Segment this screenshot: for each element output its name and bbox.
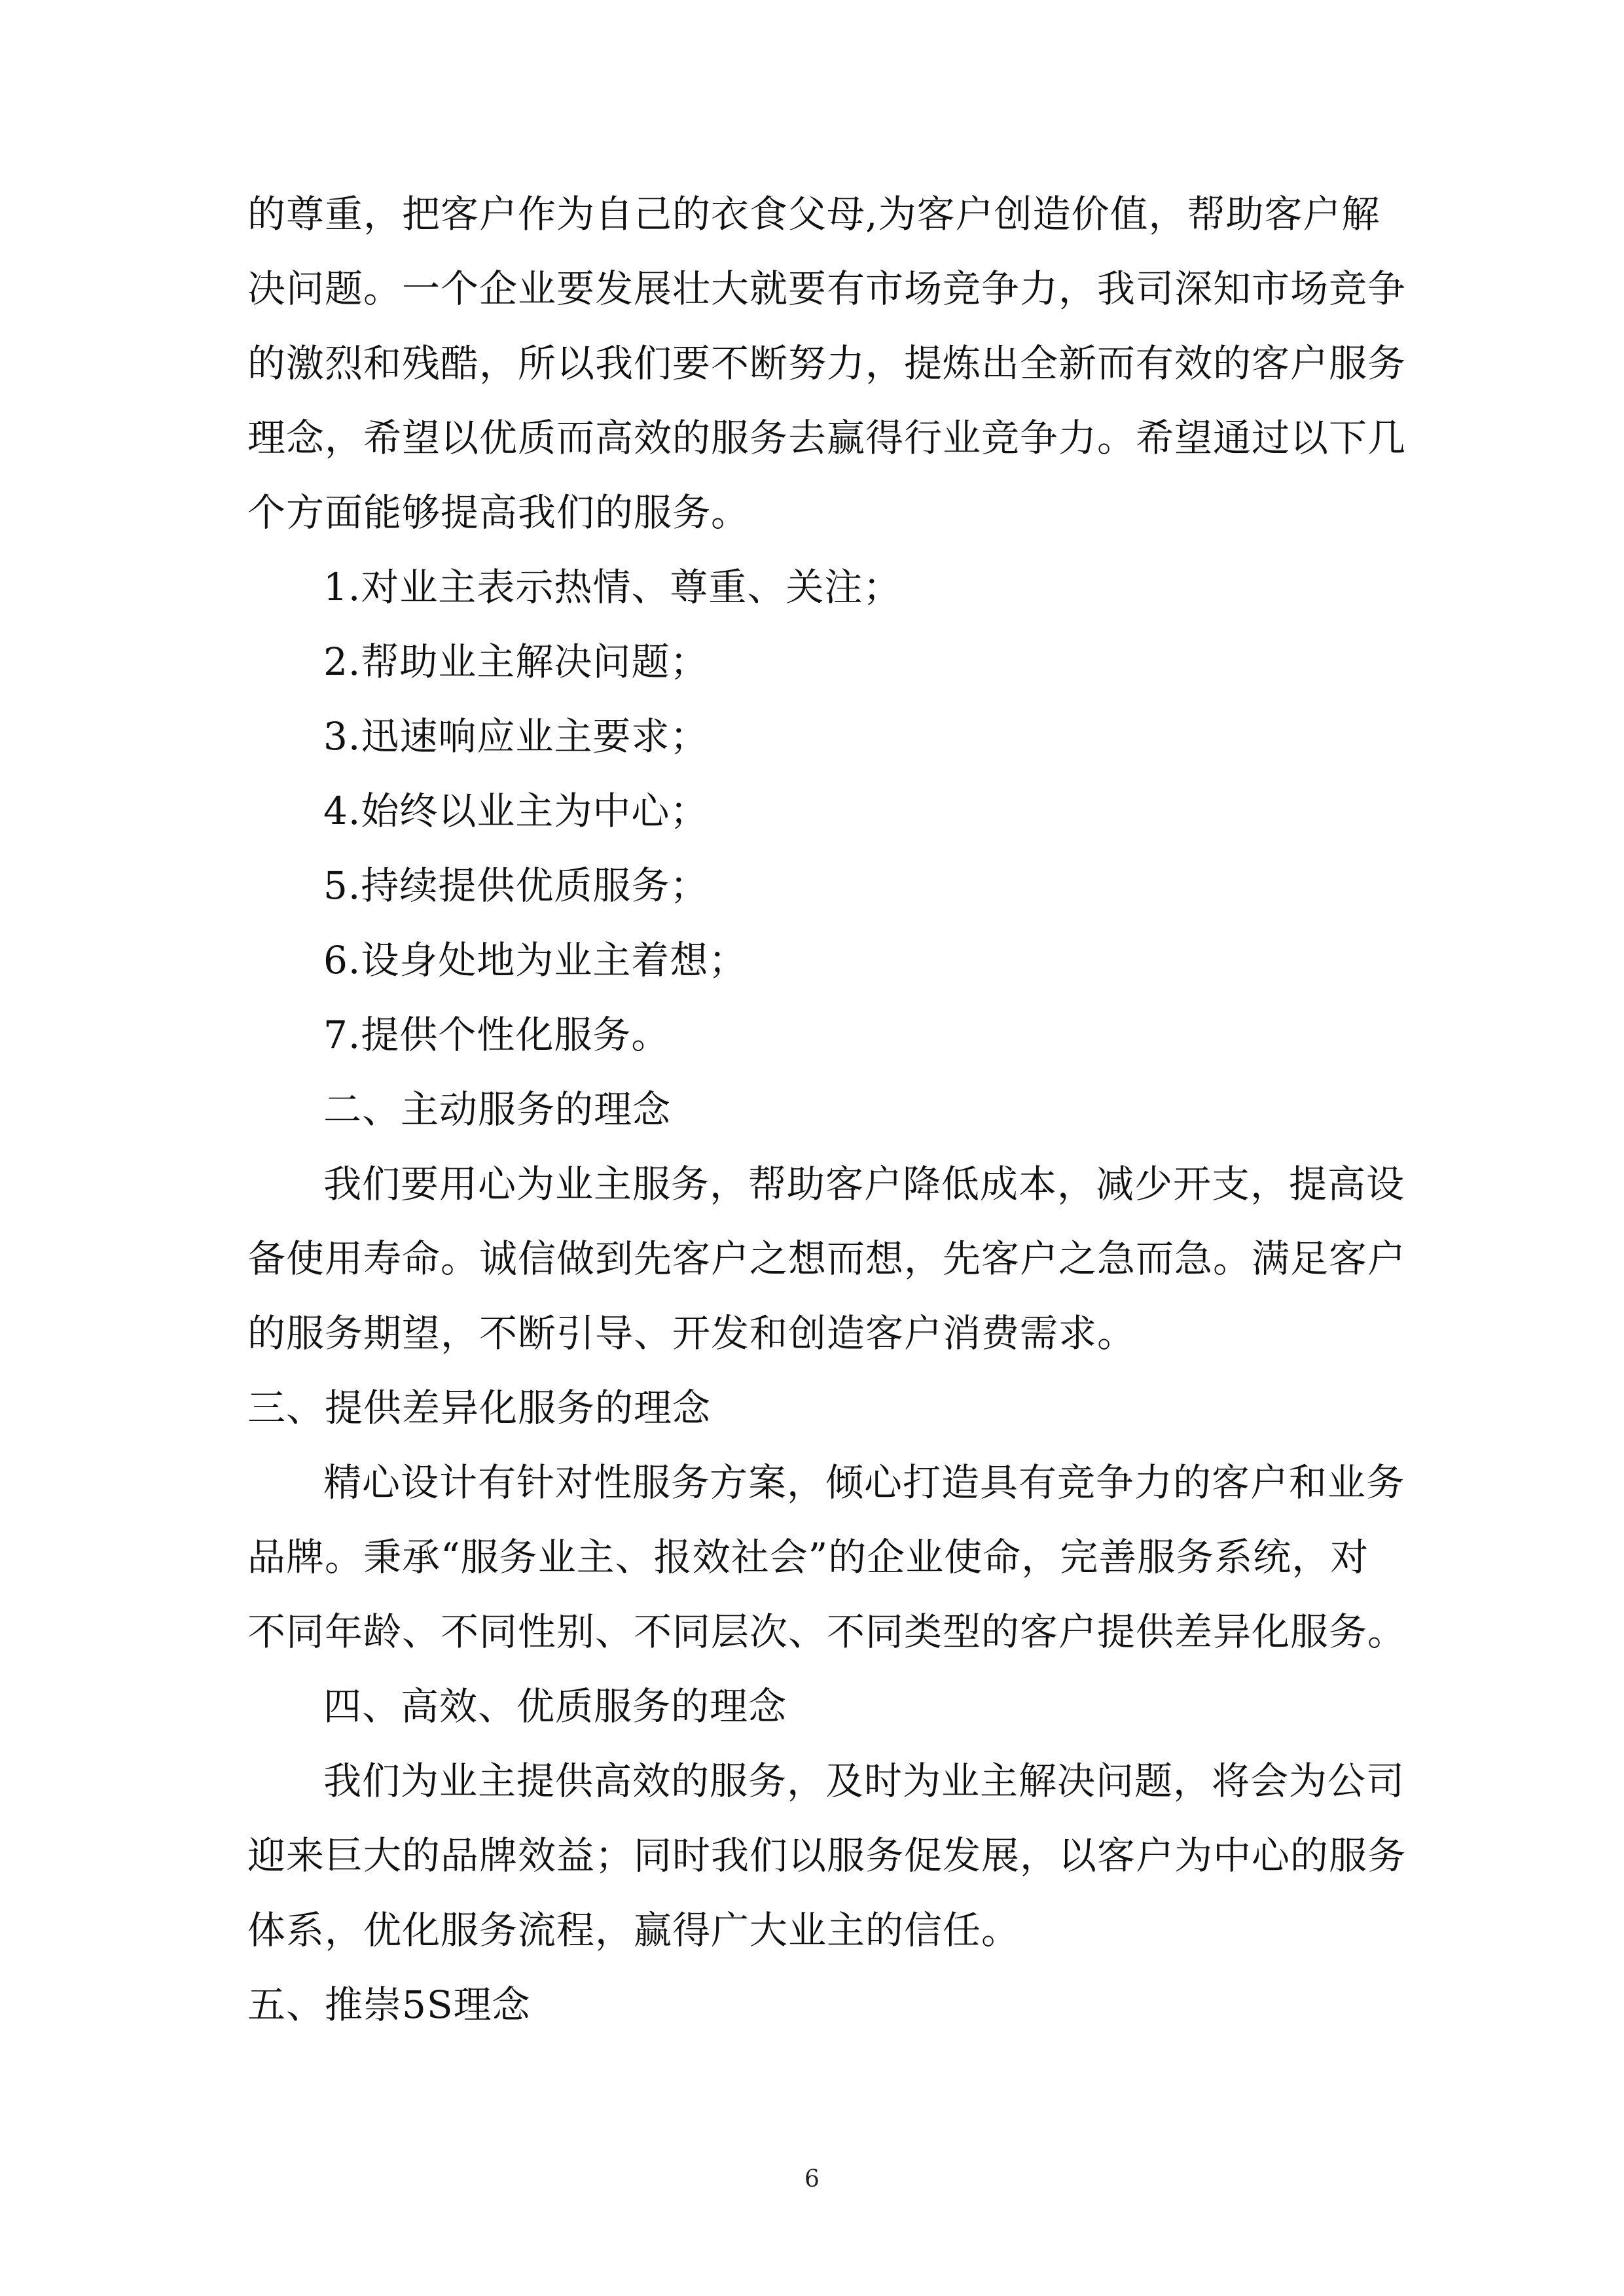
list-item: 4.始终以业主为中心； [323, 789, 709, 833]
section-heading: 五、推崇5S理念 [247, 1982, 531, 2027]
text-line: 的尊重，把客户作为自己的衣食父母,为客户创造价值，帮助客户解 [247, 192, 1380, 236]
list-item: 6.设身处地为业主着想； [323, 938, 748, 982]
list-item: 7.提供个性化服务。 [323, 1013, 670, 1057]
text-line: 的服务期望，不断引导、开发和创造客户消费需求。 [247, 1311, 1136, 1355]
document-body [247, 177, 1407, 2042]
list-item: 1.对业主表示热情、尊重、关注； [323, 565, 902, 609]
section-heading: 四、高效、优质服务的理念 [323, 1684, 787, 1729]
text-line: 个方面能够提高我们的服务。 [247, 490, 750, 535]
text-line: 理念，希望以优质而高效的服务去赢得行业竞争力。希望通过以下几 [247, 416, 1407, 460]
text-line: 迎来巨大的品牌效益；同时我们以服务促发展，以客户为中心的服务 [247, 1833, 1407, 1878]
text-line: 体系，优化服务流程，赢得广大业主的信任。 [247, 1908, 1020, 1952]
text-line: 我们为业主提供高效的服务，及时为业主解决问题，将会为公司 [323, 1759, 1405, 1803]
text-line: 决问题。一个企业要发展壮大就要有市场竞争力，我司深知市场竞争 [247, 266, 1407, 311]
section-heading: 二、主动服务的理念 [323, 1087, 672, 1132]
text-line: 的激烈和残酷，所以我们要不断努力，提炼出全新而有效的客户服务 [247, 341, 1407, 386]
text-line: 品牌。秉承“服务业主、报效社会”的企业使命，完善服务系统，对 [247, 1535, 1369, 1579]
page-number: 6 [804, 2166, 820, 2193]
section-heading: 三、提供差异化服务的理念 [247, 1386, 712, 1430]
list-item: 2.帮助业主解决问题； [323, 639, 709, 684]
list-item: 3.迅速响应业主要求； [323, 714, 709, 759]
text-line: 我们要用心为业主服务，帮助客户降低成本，减少开支，提高设 [323, 1162, 1405, 1206]
text-line: 精心设计有针对性服务方案，倾心打造具有竞争力的客户和业务 [323, 1460, 1405, 1505]
list-item: 5.持续提供优质服务； [323, 863, 709, 908]
text-line: 不同年龄、不同性别、不同层次、不同类型的客户提供差异化服务。 [247, 1609, 1407, 1654]
text-line: 备使用寿命。诚信做到先客户之想而想，先客户之急而急。满足客户 [247, 1236, 1407, 1281]
